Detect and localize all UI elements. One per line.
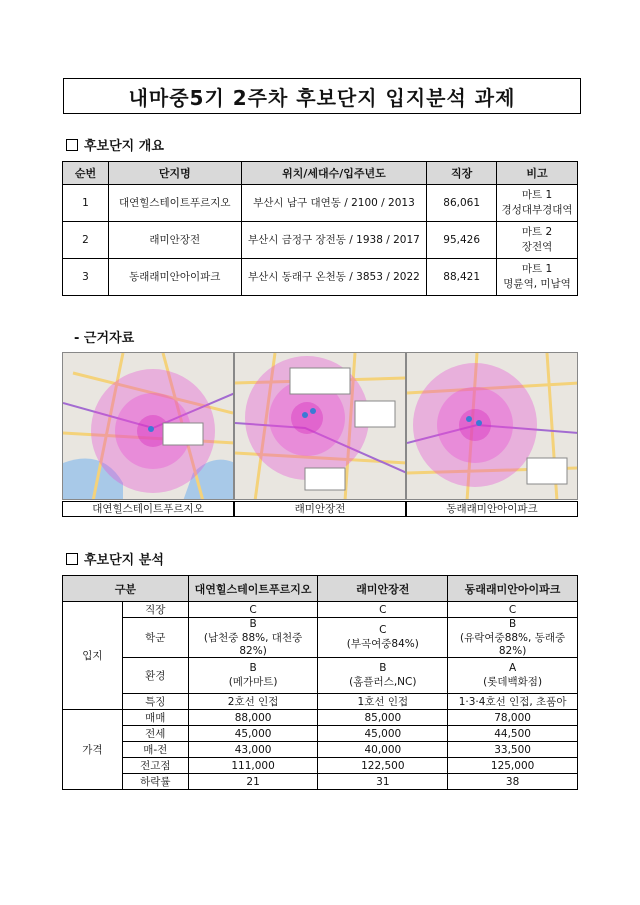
grade-detail: (유락여중88%, 동래중82%) bbox=[460, 632, 566, 657]
cell-value bbox=[188, 618, 318, 658]
row-no: 3 bbox=[63, 259, 109, 296]
section-analysis-heading bbox=[66, 549, 164, 568]
cell-value: 1호선 인접 bbox=[318, 694, 448, 710]
row-note-line1: 마트 1 bbox=[521, 189, 553, 201]
cell-value: C bbox=[188, 602, 318, 618]
row-no: 2 bbox=[63, 222, 109, 259]
cell-value: 31 bbox=[318, 774, 448, 790]
cell-value: 40,000 bbox=[318, 742, 448, 758]
table-row bbox=[63, 185, 578, 222]
table-row bbox=[63, 259, 578, 296]
header-complex: 동래래미안아이파크 bbox=[448, 576, 578, 602]
row-location: 부산시 남구 대연동 / 2100 / 2013 bbox=[241, 185, 427, 222]
cell-value: 33,500 bbox=[448, 742, 578, 758]
grade: C bbox=[379, 624, 387, 636]
row-name: 동래래미안아이파크 bbox=[108, 259, 241, 296]
grade: A bbox=[509, 662, 517, 674]
header-name: 단지명 bbox=[108, 162, 241, 185]
cell-value: 2호선 인접 bbox=[188, 694, 318, 710]
row-job: 86,061 bbox=[427, 185, 497, 222]
cell-value: 111,000 bbox=[188, 758, 318, 774]
cell-value: 44,500 bbox=[448, 726, 578, 742]
row-label: 환경 bbox=[122, 658, 188, 694]
cell-value: 45,000 bbox=[318, 726, 448, 742]
table-row bbox=[63, 694, 578, 710]
row-label: 전고점 bbox=[122, 758, 188, 774]
map-daeyeon-graphic bbox=[63, 353, 234, 500]
header-location: 위치/세대수/입주년도 bbox=[241, 162, 427, 185]
table-row bbox=[63, 726, 578, 742]
row-note bbox=[497, 185, 578, 222]
row-job: 88,421 bbox=[427, 259, 497, 296]
header-category: 구분 bbox=[63, 576, 189, 602]
row-label: 매-전 bbox=[122, 742, 188, 758]
cell-value bbox=[318, 658, 448, 694]
checkbox-icon bbox=[66, 553, 78, 565]
header-complex: 래미안장전 bbox=[318, 576, 448, 602]
table-row bbox=[63, 710, 578, 726]
row-note-line2: 장전역 bbox=[521, 241, 553, 253]
row-note bbox=[497, 222, 578, 259]
row-label: 특징 bbox=[122, 694, 188, 710]
header-job: 직장 bbox=[427, 162, 497, 185]
header-note: 비고 bbox=[497, 162, 578, 185]
cell-value bbox=[188, 658, 318, 694]
cell-value: 122,500 bbox=[318, 758, 448, 774]
cell-value: 85,000 bbox=[318, 710, 448, 726]
row-note-line2: 경성대부경대역 bbox=[501, 204, 573, 216]
grade: B bbox=[249, 618, 257, 630]
grade: B bbox=[249, 662, 257, 674]
row-note-line1: 마트 1 bbox=[521, 263, 553, 275]
row-note-line2: 명륜역, 미남역 bbox=[503, 278, 571, 290]
table-row bbox=[63, 618, 578, 658]
map-image bbox=[406, 352, 578, 500]
cell-value bbox=[318, 618, 448, 658]
section-overview-title: 후보단지 개요 bbox=[84, 139, 164, 154]
header-complex: 대연힐스테이트푸르지오 bbox=[188, 576, 318, 602]
evidence-title: - 근거자료 bbox=[74, 331, 135, 346]
row-job: 95,426 bbox=[427, 222, 497, 259]
group-label-location: 입지 bbox=[63, 602, 123, 710]
header-no: 순번 bbox=[63, 162, 109, 185]
cell-value: 43,000 bbox=[188, 742, 318, 758]
table-row bbox=[63, 658, 578, 694]
row-name: 대연힐스테이트푸르지오 bbox=[108, 185, 241, 222]
grade: B bbox=[379, 662, 387, 674]
cell-value: C bbox=[448, 602, 578, 618]
overview-table bbox=[62, 161, 578, 296]
row-label: 학군 bbox=[122, 618, 188, 658]
group-label-price: 가격 bbox=[63, 710, 123, 790]
cell-value: 78,000 bbox=[448, 710, 578, 726]
row-location: 부산시 동래구 온천동 / 3853 / 2022 bbox=[241, 259, 427, 296]
evidence-heading bbox=[74, 327, 134, 346]
map-dongnae-graphic bbox=[407, 353, 578, 500]
table-row bbox=[63, 774, 578, 790]
map-image bbox=[62, 352, 234, 500]
table-row bbox=[63, 222, 578, 259]
row-label: 전세 bbox=[122, 726, 188, 742]
map-caption: 래미안장전 bbox=[234, 501, 406, 517]
grade: B bbox=[508, 618, 517, 630]
row-note bbox=[497, 259, 578, 296]
row-label: 매매 bbox=[122, 710, 188, 726]
overview-header-row bbox=[63, 162, 578, 185]
analysis-header-row bbox=[63, 576, 578, 602]
map-caption: 대연힐스테이트푸르지오 bbox=[62, 501, 234, 517]
grade-detail: (남천중 88%, 대천중 82%) bbox=[203, 632, 303, 657]
map-image bbox=[234, 352, 406, 500]
page-title-text: 내마중5기 2주차 후보단지 입지분석 과제 bbox=[128, 85, 516, 110]
table-row bbox=[63, 602, 578, 618]
row-label: 하락률 bbox=[122, 774, 188, 790]
cell-value: 88,000 bbox=[188, 710, 318, 726]
row-note-line1: 마트 2 bbox=[521, 226, 553, 238]
row-label: 직장 bbox=[122, 602, 188, 618]
grade-detail: (홈플러스,NC) bbox=[349, 676, 417, 688]
cell-value: 125,000 bbox=[448, 758, 578, 774]
cell-value: 38 bbox=[448, 774, 578, 790]
checkbox-icon bbox=[66, 139, 78, 151]
section-overview-heading bbox=[66, 135, 164, 154]
analysis-table bbox=[62, 575, 578, 790]
cell-value bbox=[448, 618, 578, 658]
grade-detail: (부곡여중84%) bbox=[346, 638, 419, 650]
grade-detail: (메가마트) bbox=[228, 676, 278, 688]
cell-value: 45,000 bbox=[188, 726, 318, 742]
section-analysis-title: 후보단지 분석 bbox=[84, 553, 164, 568]
page-title bbox=[63, 78, 581, 114]
table-row bbox=[63, 742, 578, 758]
map-jangjeon-graphic bbox=[235, 353, 406, 500]
map-caption: 동래래미안아이파크 bbox=[406, 501, 578, 517]
cell-value bbox=[448, 658, 578, 694]
row-location: 부산시 금정구 장전동 / 1938 / 2017 bbox=[241, 222, 427, 259]
grade-detail: (롯데백화점) bbox=[483, 676, 543, 688]
row-no: 1 bbox=[63, 185, 109, 222]
row-name: 래미안장전 bbox=[108, 222, 241, 259]
cell-value: C bbox=[318, 602, 448, 618]
table-row bbox=[63, 758, 578, 774]
cell-value: 1·3·4호선 인접, 초품아 bbox=[448, 694, 578, 710]
cell-value: 21 bbox=[188, 774, 318, 790]
